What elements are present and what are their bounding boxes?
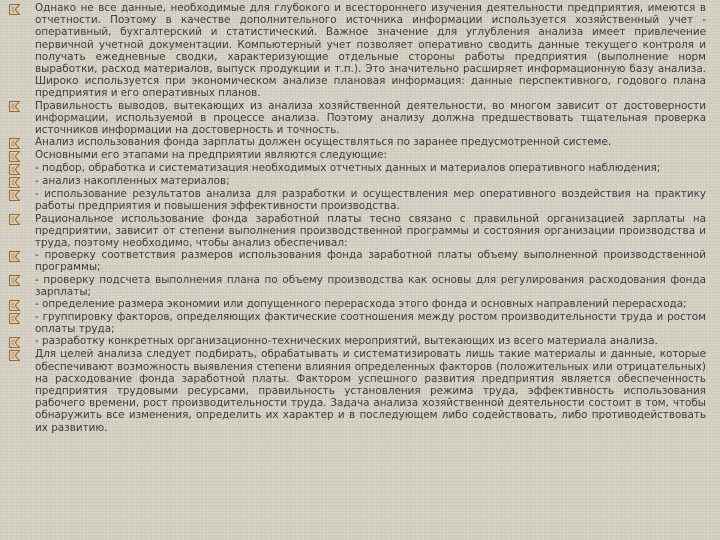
bullet-text: Однако не все данные, необходимые для глубокого и всестороннего изучения деятельности предприятия, имеются в отчетности. Поэтому в качестве дополнительного источника информации используется хозяйственный учет - оперативный, бухгалтерский и статистический. Важное значение для углубления анализа имеет привлечение первичной учетной документации. Компьютерный учет позволяет оперативно сводить данные текущего контроля и получать ежедневные сводки, характеризующие отдельные стороны работы предприятия (выполнение норм выработки, расход материалов, выпуск продукции и т.п.). Это значительно расширяет информационную базу анализа. Широко используется при экономическом анализе плановая информация: данные перспективного, годового плана предприятия и его оперативных планов. <box>35 2 706 100</box>
bullet-item <box>6 249 706 273</box>
bullet-item <box>6 100 706 137</box>
flag-ribbon-icon <box>6 176 35 188</box>
bullet-text: - проверку подсчета выполнения плана по объему производства как основы для регулирования расходования фонда зарплаты; <box>35 273 706 298</box>
bullet-text: - проверку соответствия размеров использования фонда заработной платы объему выполненной производственной программы; <box>35 249 706 274</box>
flag-ribbon-icon <box>6 101 35 113</box>
bullet-text: Для целей анализа следует подбирать, обрабатывать и систематизировать лишь такие материалы и данные, которые обеспечивают возможность выявления степени влияния определенных факторов (положительных или отрицательных) на расходование фонда заработной платы. Фактором успешного развития предприятия является обеспеченность предприятия трудовыми ресурсами, правильность установления режима труда, эффективность использования рабочего времени, рост производительности труда. Задача анализа хозяйственной деятельности состоит в том, чтобы обнаружить все изменения, определить их характер и в последующем либо содействовать, либо противодействовать их развитию. <box>35 348 706 434</box>
bullet-item <box>6 162 706 175</box>
flag-ribbon-icon <box>6 137 35 149</box>
flag-ribbon-icon <box>6 336 35 348</box>
bullet-item <box>6 298 706 311</box>
bullet-text: - группировку факторов, определяющих фактические соотношения между ростом производительности труда и ростом оплаты труда; <box>35 311 706 336</box>
flag-ribbon-icon <box>6 189 35 201</box>
bullet-item <box>6 149 706 162</box>
flag-ribbon-icon <box>6 163 35 175</box>
bullet-item <box>6 348 706 433</box>
flag-ribbon-icon <box>6 3 35 15</box>
bullet-list <box>6 2 706 434</box>
bullet-item <box>6 213 706 250</box>
bullet-text: Анализ использования фонда зарплаты должен осуществляться по заранее предусмотренной системе. <box>35 136 612 149</box>
bullet-text: Основными его этапами на предприятии являются следующие: <box>35 149 388 162</box>
flag-ribbon-icon <box>6 275 35 287</box>
flag-ribbon-icon <box>6 299 35 311</box>
bullet-item <box>6 274 706 298</box>
flag-ribbon-icon <box>6 349 35 361</box>
flag-ribbon-icon <box>6 250 35 262</box>
bullet-item <box>6 188 706 212</box>
bullet-text: - использование результатов анализа для разработки и осуществления мер оперативного воздействия на практику работы предприятия и повышения эффективности производства. <box>35 188 706 213</box>
bullet-item <box>6 136 706 149</box>
bullet-text: - подбор, обработка и систематизация необходимых отчетных данных и материалов оперативного наблюдения; <box>35 162 661 175</box>
bullet-text: - определение размера экономии или допущенного перерасхода этого фонда и основных направлений перерасхода; <box>35 298 687 311</box>
bullet-item <box>6 175 706 188</box>
bullet-text: Рациональное использование фонда заработной платы тесно связано с правильной организацией зарплаты на предприятии, зависит от степени выполнения производственной программы и состояния организации производства и труда, поэтому необходимо, чтобы анализ обеспечивал: <box>35 212 706 250</box>
bullet-text: - разработку конкретных организационно-технических мероприятий, вытекающих из всего материала анализа. <box>35 335 658 348</box>
flag-ribbon-icon <box>6 150 35 162</box>
bullet-text: - анализ накопленных материалов; <box>35 175 230 188</box>
bullet-text: Правильность выводов, вытекающих из анализа хозяйственной деятельности, во многом зависит от достоверности информации, используемой в процессе анализа. Поэтому анализу должна предшествовать тщательная проверка источников информации на достоверность и точность. <box>35 99 706 137</box>
bullet-item <box>6 2 706 100</box>
bullet-item <box>6 311 706 335</box>
bullet-item <box>6 335 706 348</box>
flag-ribbon-icon <box>6 214 35 226</box>
flag-ribbon-icon <box>6 312 35 324</box>
